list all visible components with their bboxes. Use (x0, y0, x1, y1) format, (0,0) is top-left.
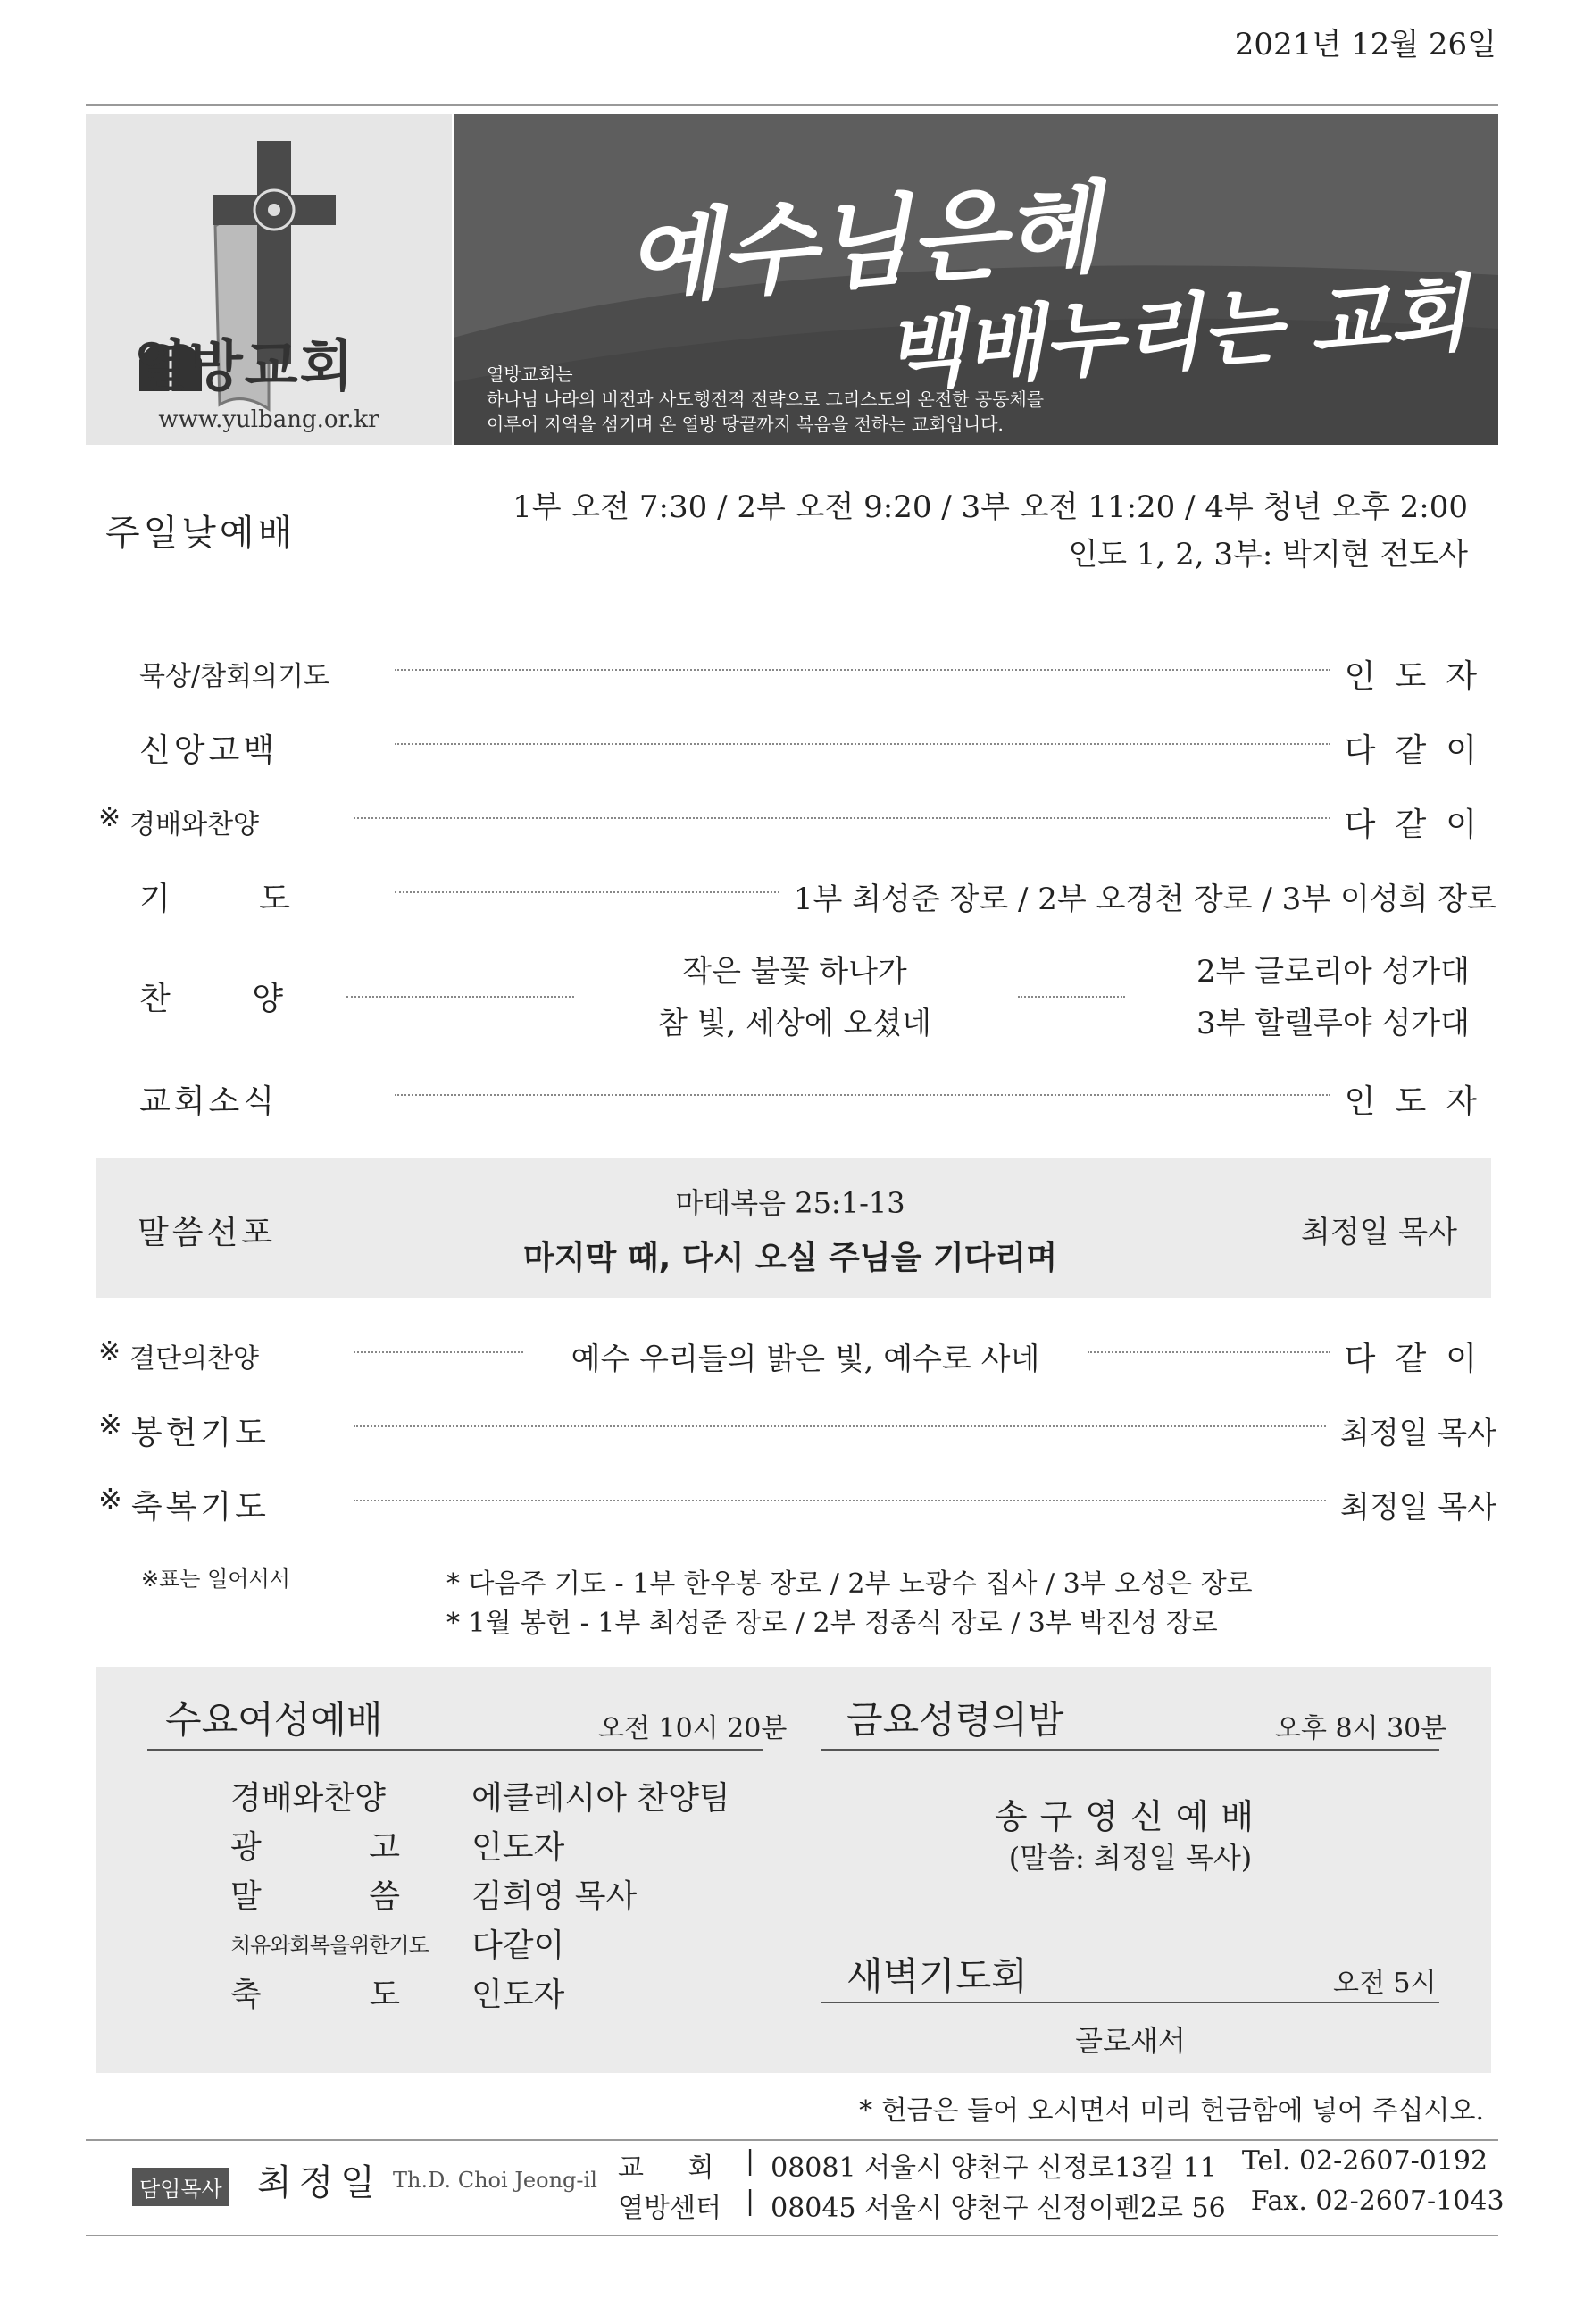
offering-note: * 헌금은 들어 오시면서 미리 헌금함에 넣어 주십시오. (859, 2095, 1484, 2127)
order-row (98, 1329, 1496, 1383)
wed-key: 축 도 (230, 1977, 400, 2013)
stand-note: ※표는 일어서서 (141, 1567, 290, 1592)
section-underline (147, 1749, 763, 1751)
stand-mark: ※ (98, 1336, 121, 1367)
dot-leader (346, 996, 574, 998)
desc-line: 이루어 지역을 섬기며 온 열방 땅끝까지 복음을 전하는 교회입니다. (487, 414, 1004, 435)
order-value: 최정일 목사 (1339, 1415, 1496, 1451)
bulletin-date: 2021년 12월 26일 (1234, 27, 1496, 63)
wed-value: 인도자 (471, 1977, 565, 2013)
desc-line: 하나님 나라의 비전과 사도행전적 전략으로 그리스도의 온전한 공동체를 (487, 389, 1045, 410)
order-label (98, 1336, 339, 1375)
church-address-row (618, 2145, 1488, 2185)
dawn-time: 오전 5시 (1333, 1968, 1437, 1999)
next-week-prayer: * 다음주 기도 - 1부 한우봉 장로 / 2부 노광수 집사 / 3부 오성은 장로 (446, 1568, 1253, 1600)
stand-mark: ※ (98, 1481, 122, 1516)
order-row (98, 1072, 1496, 1125)
order-label: 묵상/참회의기도 (139, 661, 329, 692)
sermon-preacher: 최정일 목사 (1300, 1215, 1457, 1250)
church-tel[interactable]: Tel. 02-2607-0192 (1241, 2145, 1488, 2177)
wed-key: 광 고 (230, 1829, 400, 1866)
dot-leader (1018, 996, 1125, 998)
church-address: 08081 서울시 양천구 신정로13길 11 (771, 2153, 1217, 2184)
dot-leader (354, 817, 1330, 819)
wed-value: 에클레시아 찬양팀 (471, 1780, 730, 1817)
order-label-text: 봉헌기도 (130, 1414, 270, 1451)
role-badge: 담임목사 (132, 2168, 229, 2206)
order-label-text: 결단의찬양 (129, 1343, 260, 1375)
anthem-choir: 2부 글로리아 성가대 (1196, 954, 1470, 990)
order-label: 기 도 (139, 880, 294, 917)
center-address: 08045 서울시 양천구 신정이펜2로 56 (771, 2193, 1226, 2224)
anthem-choir: 3부 할렐루야 성가대 (1196, 1006, 1470, 1041)
desc-line: 열방교회는 (487, 364, 573, 385)
dot-leader (395, 743, 1330, 745)
order-row (98, 1477, 1496, 1531)
wednesday-row (230, 1920, 564, 1966)
banner-slogan-1: 예수님은혜 (621, 170, 1104, 318)
sunday-leader: 인도 1, 2, 3부: 박지현 전도사 (1068, 537, 1468, 573)
dot-leader (354, 1351, 523, 1353)
dot-leader (395, 669, 1330, 671)
top-divider (86, 104, 1498, 106)
friday-title: 금요성령의밤 (846, 1698, 1064, 1742)
dot-leader (354, 1425, 1326, 1427)
order-row (98, 795, 1496, 849)
order-label: 신앙고백 (139, 731, 279, 769)
order-value: 1부 최성준 장로 / 2부 오경천 장로 / 3부 이성희 장로 (793, 881, 1496, 917)
bottom-divider (86, 2235, 1498, 2236)
order-label: 교회소식 (139, 1083, 279, 1120)
sermon-scripture: 마태복음 25:1-13 (675, 1186, 905, 1220)
dawn-book: 골로새서 (1075, 2024, 1186, 2058)
wednesday-row (230, 1822, 564, 1868)
order-value: 다같이 (1344, 731, 1496, 769)
order-row (98, 721, 1496, 774)
wed-value: 김희영 목사 (471, 1878, 638, 1915)
january-offering: * 1월 봉헌 - 1부 최성준 장로 / 2부 정종식 장로 / 3부 박진성 장로 (446, 1608, 1218, 1639)
order-label (98, 1482, 339, 1527)
order-value: 다같이 (1344, 1340, 1496, 1377)
section-underline (821, 2002, 1439, 2003)
anthem-song: 작은 불꽃 하나가 (682, 954, 907, 990)
stand-mark: ※ (98, 1407, 122, 1442)
order-value: 최정일 목사 (1339, 1489, 1496, 1526)
church-label: 교 회 (618, 2153, 714, 2184)
dot-leader (354, 1500, 1326, 1501)
wed-value: 인도자 (471, 1829, 565, 1866)
closing-song: 예수 우리들의 밝은 빛, 예수로 사네 (571, 1341, 1040, 1377)
friday-service: 송구영신예배 (994, 1797, 1267, 1836)
center-fax: Fax. 02-2607-1043 (1250, 2186, 1505, 2217)
dot-leader (395, 891, 779, 893)
dawn-title: 새벽기도회 (846, 1954, 1028, 1998)
order-label (98, 1408, 339, 1453)
order-value: 인도자 (1344, 1083, 1496, 1120)
wed-key: 경배와찬양 (230, 1780, 386, 1817)
wednesday-title: 수요여성예배 (165, 1698, 383, 1742)
anthem-song: 참 빛, 세상에 오셨네 (658, 1006, 931, 1041)
wednesday-row (230, 1969, 564, 2015)
church-url[interactable]: www.yulbang.or.kr (158, 406, 379, 433)
wed-key: 말 씀 (230, 1878, 400, 1915)
footer-divider (86, 2139, 1498, 2141)
friday-time: 오후 8시 30분 (1275, 1713, 1447, 1744)
order-label (98, 802, 339, 841)
banner-description (487, 362, 1044, 437)
order-row (98, 647, 1496, 700)
order-value: 다같이 (1344, 806, 1496, 843)
separator: | (746, 2186, 755, 2217)
order-label-text: 경배와찬양 (129, 809, 260, 840)
section-underline (821, 1749, 1439, 1751)
wed-value: 다같이 (471, 1927, 565, 1964)
banner-slogan-2: 백배누리는 교회 (881, 265, 1471, 402)
stand-mark: ※ (98, 802, 121, 833)
friday-speaker: (말씀: 최정일 목사) (1008, 1841, 1253, 1875)
wednesday-row (230, 1871, 637, 1917)
pastor-name: 최정일 (257, 2162, 382, 2203)
wednesday-row (230, 1773, 730, 1818)
wednesday-time: 오전 10시 20분 (598, 1713, 788, 1744)
church-name: 열방교회 (134, 333, 355, 398)
order-label-text: 축복기도 (130, 1488, 270, 1526)
order-row (98, 1403, 1496, 1457)
center-label: 열방센터 (618, 2193, 721, 2224)
wed-key: 치유와회복을위한기도 (230, 1933, 429, 1958)
separator: | (746, 2145, 755, 2177)
sermon-title: 마지막 때, 다시 오실 주님을 기다리며 (523, 1240, 1057, 1276)
dot-leader (1088, 1351, 1330, 1353)
sunday-times: 1부 오전 7:30 / 2부 오전 9:20 / 3부 오전 11:20 / 4부 청년 오후 2:00 (513, 489, 1468, 525)
pastor-name-en: Th.D. Choi Jeong-il (393, 2168, 597, 2193)
anthem-label: 찬 양 (139, 981, 283, 1017)
sunday-title: 주일낮예배 (105, 513, 296, 554)
order-row (98, 869, 1496, 923)
dot-leader (395, 1094, 1330, 1096)
order-value: 인도자 (1344, 657, 1496, 695)
center-address-row (618, 2186, 1505, 2225)
sermon-label: 말씀선포 (138, 1215, 277, 1251)
